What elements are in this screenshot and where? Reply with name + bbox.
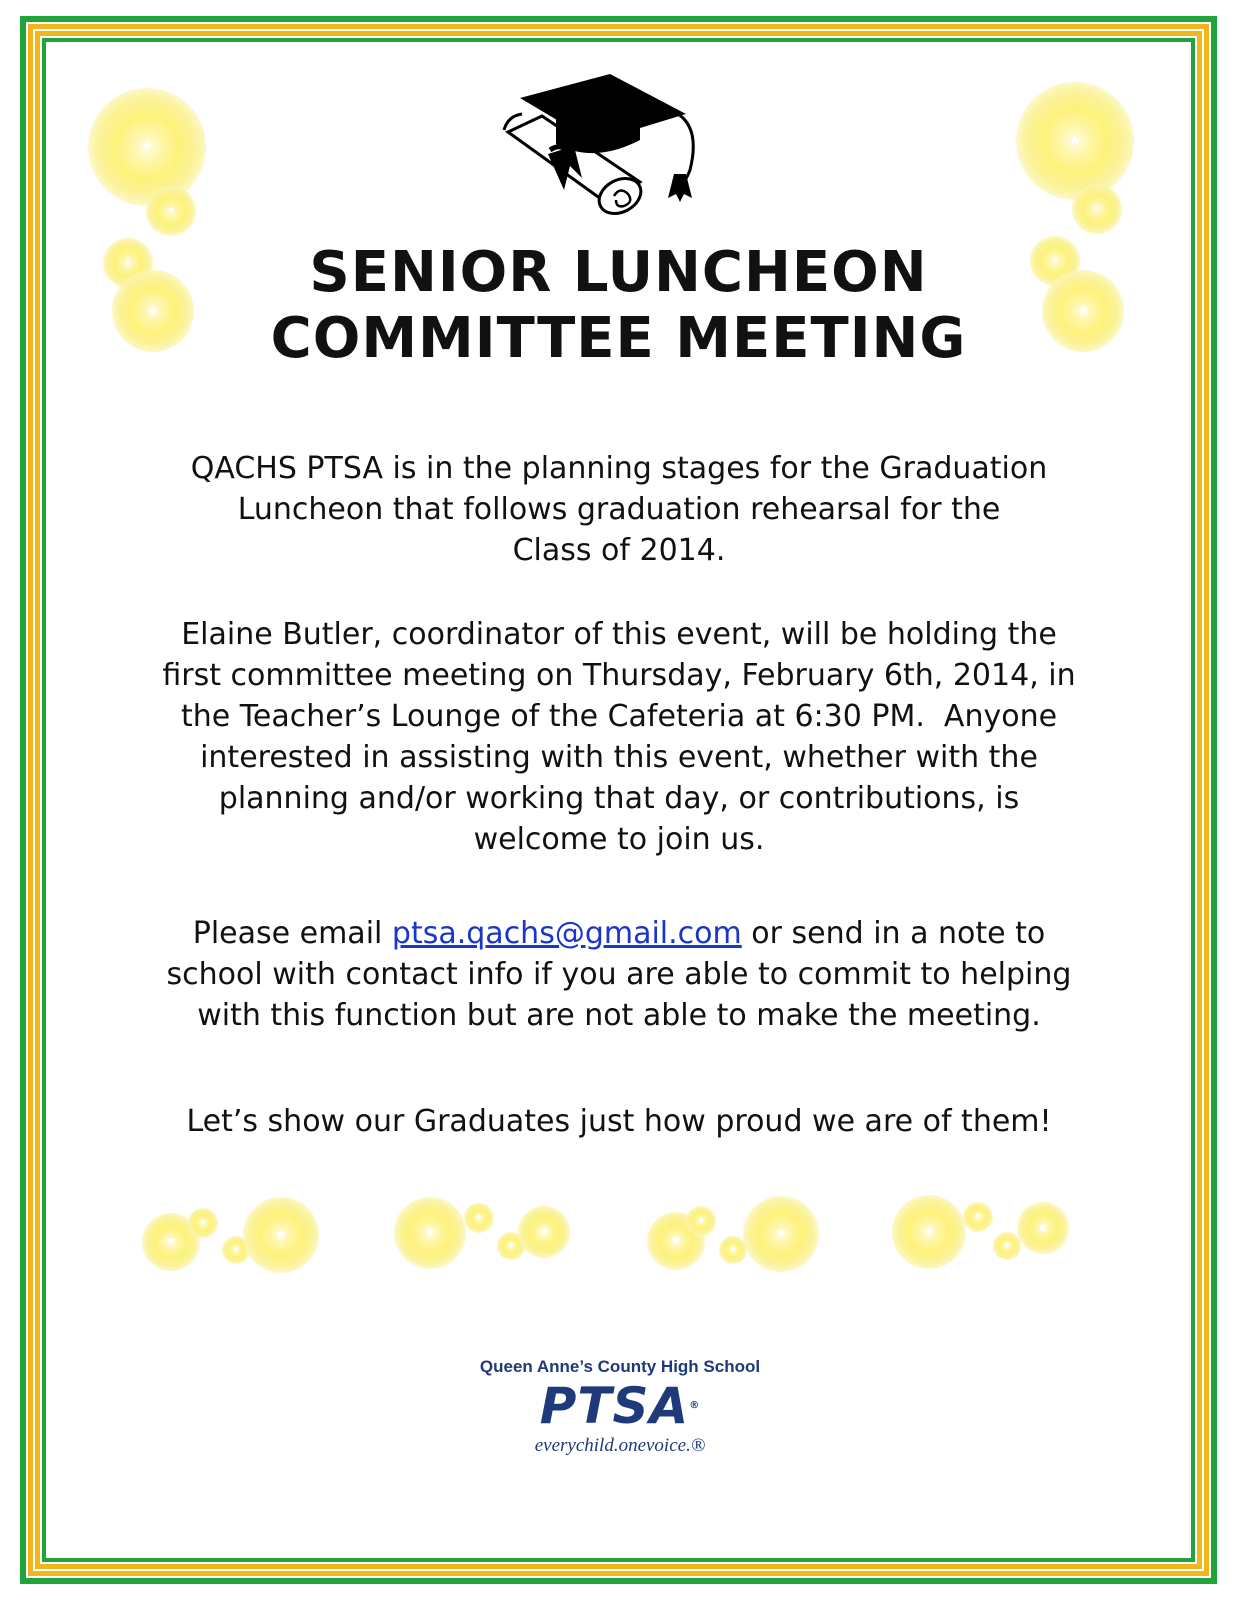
meeting-line-5: planning and/or working that day, or contributions, is [218, 781, 1020, 816]
glowing-star-icon [188, 1208, 218, 1238]
glowing-star-icon [518, 1206, 570, 1258]
glowing-star-icon [1072, 184, 1122, 234]
contact-line-2: school with contact info if you are able to commit to helping [166, 957, 1072, 992]
glowing-star-icon [146, 186, 196, 236]
glowing-star-icon [243, 1197, 319, 1273]
logo-ptsa-wordmark [420, 1378, 820, 1434]
contact-paragraph [88, 913, 1150, 1036]
title-line-1: SENIOR LUNCHEON [309, 240, 928, 305]
glowing-star-icon [993, 1232, 1021, 1260]
glowing-star-icon [1016, 82, 1134, 200]
page-title [100, 240, 1137, 372]
intro-line-2: Luncheon that follows graduation rehearsal for the [237, 492, 1001, 527]
title-line-2: COMMITTEE MEETING [270, 306, 967, 371]
email-link[interactable]: ptsa.qachs@gmail.com [391, 916, 742, 951]
ptsa-logo [420, 1356, 820, 1458]
meeting-details-paragraph [88, 614, 1150, 860]
glowing-star-icon [464, 1203, 494, 1233]
logo-ptsa-text: PTSA [539, 1377, 690, 1435]
glowing-star-icon [88, 88, 206, 206]
logo-tagline: everychild.onevoice.® [534, 1435, 706, 1456]
meeting-line-1: Elaine Butler, coordinator of this event, will be holding the [181, 617, 1057, 652]
logo-school-name: Queen Anne’s County High School [479, 1357, 761, 1376]
intro-paragraph [88, 448, 1150, 571]
glowing-star-icon [1017, 1202, 1069, 1254]
glowing-star-icon [892, 1195, 966, 1269]
meeting-line-2: first committee meeting on Thursday, February 6th, 2014, in [162, 658, 1076, 693]
contact-suffix: or send in a note to [741, 916, 1046, 951]
glowing-star-icon [394, 1197, 466, 1269]
intro-line-1: QACHS PTSA is in the planning stages for the Graduation [190, 451, 1048, 486]
meeting-line-4: interested in assisting with this event, whether with the [200, 740, 1038, 775]
closing-paragraph [88, 1101, 1150, 1142]
glowing-star-icon [743, 1196, 819, 1272]
glowing-star-icon [686, 1206, 716, 1236]
logo-registered-mark: ® [689, 1400, 701, 1411]
intro-line-3: Class of 2014. [512, 533, 726, 568]
meeting-line-6: welcome to join us. [473, 822, 765, 857]
meeting-line-3: the Teacher’s Lounge of the Cafeteria at 6:30 PM. Anyone [180, 699, 1058, 734]
contact-line-3: with this function but are not able to make the meeting. [197, 998, 1041, 1033]
glowing-star-icon [963, 1202, 993, 1232]
closing-line: Let’s show our Graduates just how proud we are of them! [186, 1104, 1052, 1139]
graduation-cap-icon [490, 70, 720, 250]
contact-prefix: Please email [192, 916, 392, 951]
